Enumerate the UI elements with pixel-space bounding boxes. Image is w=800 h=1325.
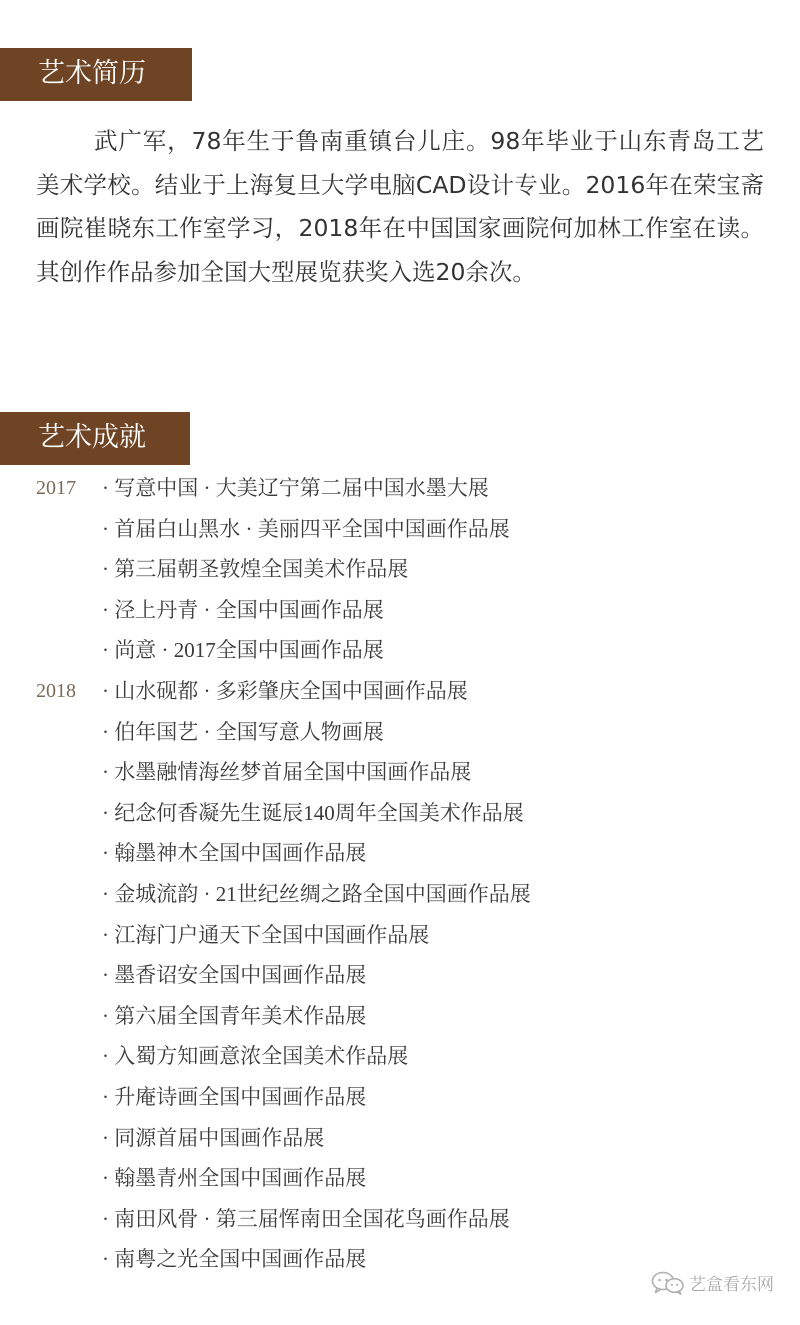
list-item bbox=[0, 632, 800, 673]
list-item bbox=[0, 957, 800, 998]
exhibition-name: · 山水砚都 · 多彩肇庆全国中国画作品展 bbox=[102, 678, 468, 703]
exhibition-name: · 入蜀方知画意浓全国美术作品展 bbox=[102, 1044, 409, 1069]
exhibition-name: · 翰墨青州全国中国画作品展 bbox=[102, 1166, 367, 1191]
exhibition-name: · 纪念何香凝先生诞辰140周年全国美术作品展 bbox=[102, 800, 524, 825]
exhibition-name: · 升庵诗画全国中国画作品展 bbox=[102, 1084, 367, 1109]
exhibition-name: · 南粤之光全国中国画作品展 bbox=[102, 1247, 367, 1272]
biography-header bbox=[0, 48, 192, 100]
year-label: 2017 bbox=[36, 477, 76, 499]
achievements-list bbox=[0, 470, 800, 1282]
list-item bbox=[0, 714, 800, 755]
exhibition-name: · 金城流韵 · 21世纪丝绸之路全国中国画作品展 bbox=[102, 881, 531, 906]
exhibition-name: · 写意中国 · 大美辽宁第二届中国水墨大展 bbox=[102, 476, 489, 500]
list-item bbox=[0, 592, 800, 633]
list-item bbox=[0, 673, 800, 714]
watermark bbox=[651, 1270, 774, 1295]
list-item bbox=[0, 511, 800, 552]
exhibition-name: · 同源首届中国画作品展 bbox=[102, 1125, 325, 1150]
biography-header-label: 艺术简历 bbox=[38, 58, 146, 89]
list-item bbox=[0, 998, 800, 1039]
list-item bbox=[0, 917, 800, 958]
list-item bbox=[0, 1120, 800, 1161]
list-item bbox=[0, 876, 800, 917]
achievements-header-rule bbox=[0, 464, 190, 465]
list-item bbox=[0, 795, 800, 836]
list-item bbox=[0, 1038, 800, 1079]
list-item bbox=[0, 1079, 800, 1120]
list-item bbox=[0, 551, 800, 592]
exhibition-name: · 泾上丹青 · 全国中国画作品展 bbox=[102, 597, 384, 622]
exhibition-name: · 第六届全国青年美术作品展 bbox=[102, 1003, 367, 1028]
list-item bbox=[0, 835, 800, 876]
exhibition-name: · 水墨融情海丝梦首届全国中国画作品展 bbox=[102, 760, 472, 785]
exhibition-name: · 尚意 · 2017全国中国画作品展 bbox=[102, 638, 384, 663]
exhibition-name: · 江海门户通天下全国中国画作品展 bbox=[102, 922, 430, 947]
list-item bbox=[0, 1160, 800, 1201]
biography-header-rule bbox=[0, 100, 192, 101]
year-label: 2018 bbox=[36, 679, 76, 702]
biography-text: 武广军，78年生于鲁南重镇台儿庄。98年毕业于山东青岛工艺美术学校。结业于上海复旦大学电脑CAD设计专业。2016年在荣宝斋画院崔晓东工作室学习，2018年在中国国家画院何加林工作室在读。其创作作品参加全国大型展览获奖入选20余次。 bbox=[36, 127, 764, 286]
wechat-icon bbox=[651, 1271, 685, 1295]
exhibition-name: · 第三届朝圣敦煌全国美术作品展 bbox=[102, 557, 409, 582]
list-item bbox=[0, 754, 800, 795]
exhibition-name: · 墨香诏安全国中国画作品展 bbox=[102, 963, 367, 988]
exhibition-name: · 翰墨神木全国中国画作品展 bbox=[102, 841, 367, 866]
list-item bbox=[0, 470, 800, 511]
exhibition-name: · 首届白山黑水 · 美丽四平全国中国画作品展 bbox=[102, 516, 510, 541]
achievements-header bbox=[0, 412, 190, 464]
achievements-header-label: 艺术成就 bbox=[38, 422, 146, 453]
watermark-text: 艺盒看东网 bbox=[689, 1275, 774, 1295]
exhibition-name: · 南田风骨 · 第三届恽南田全国花鸟画作品展 bbox=[102, 1206, 510, 1231]
list-item bbox=[0, 1201, 800, 1242]
exhibition-name: · 伯年国艺 · 全国写意人物画展 bbox=[102, 719, 384, 744]
